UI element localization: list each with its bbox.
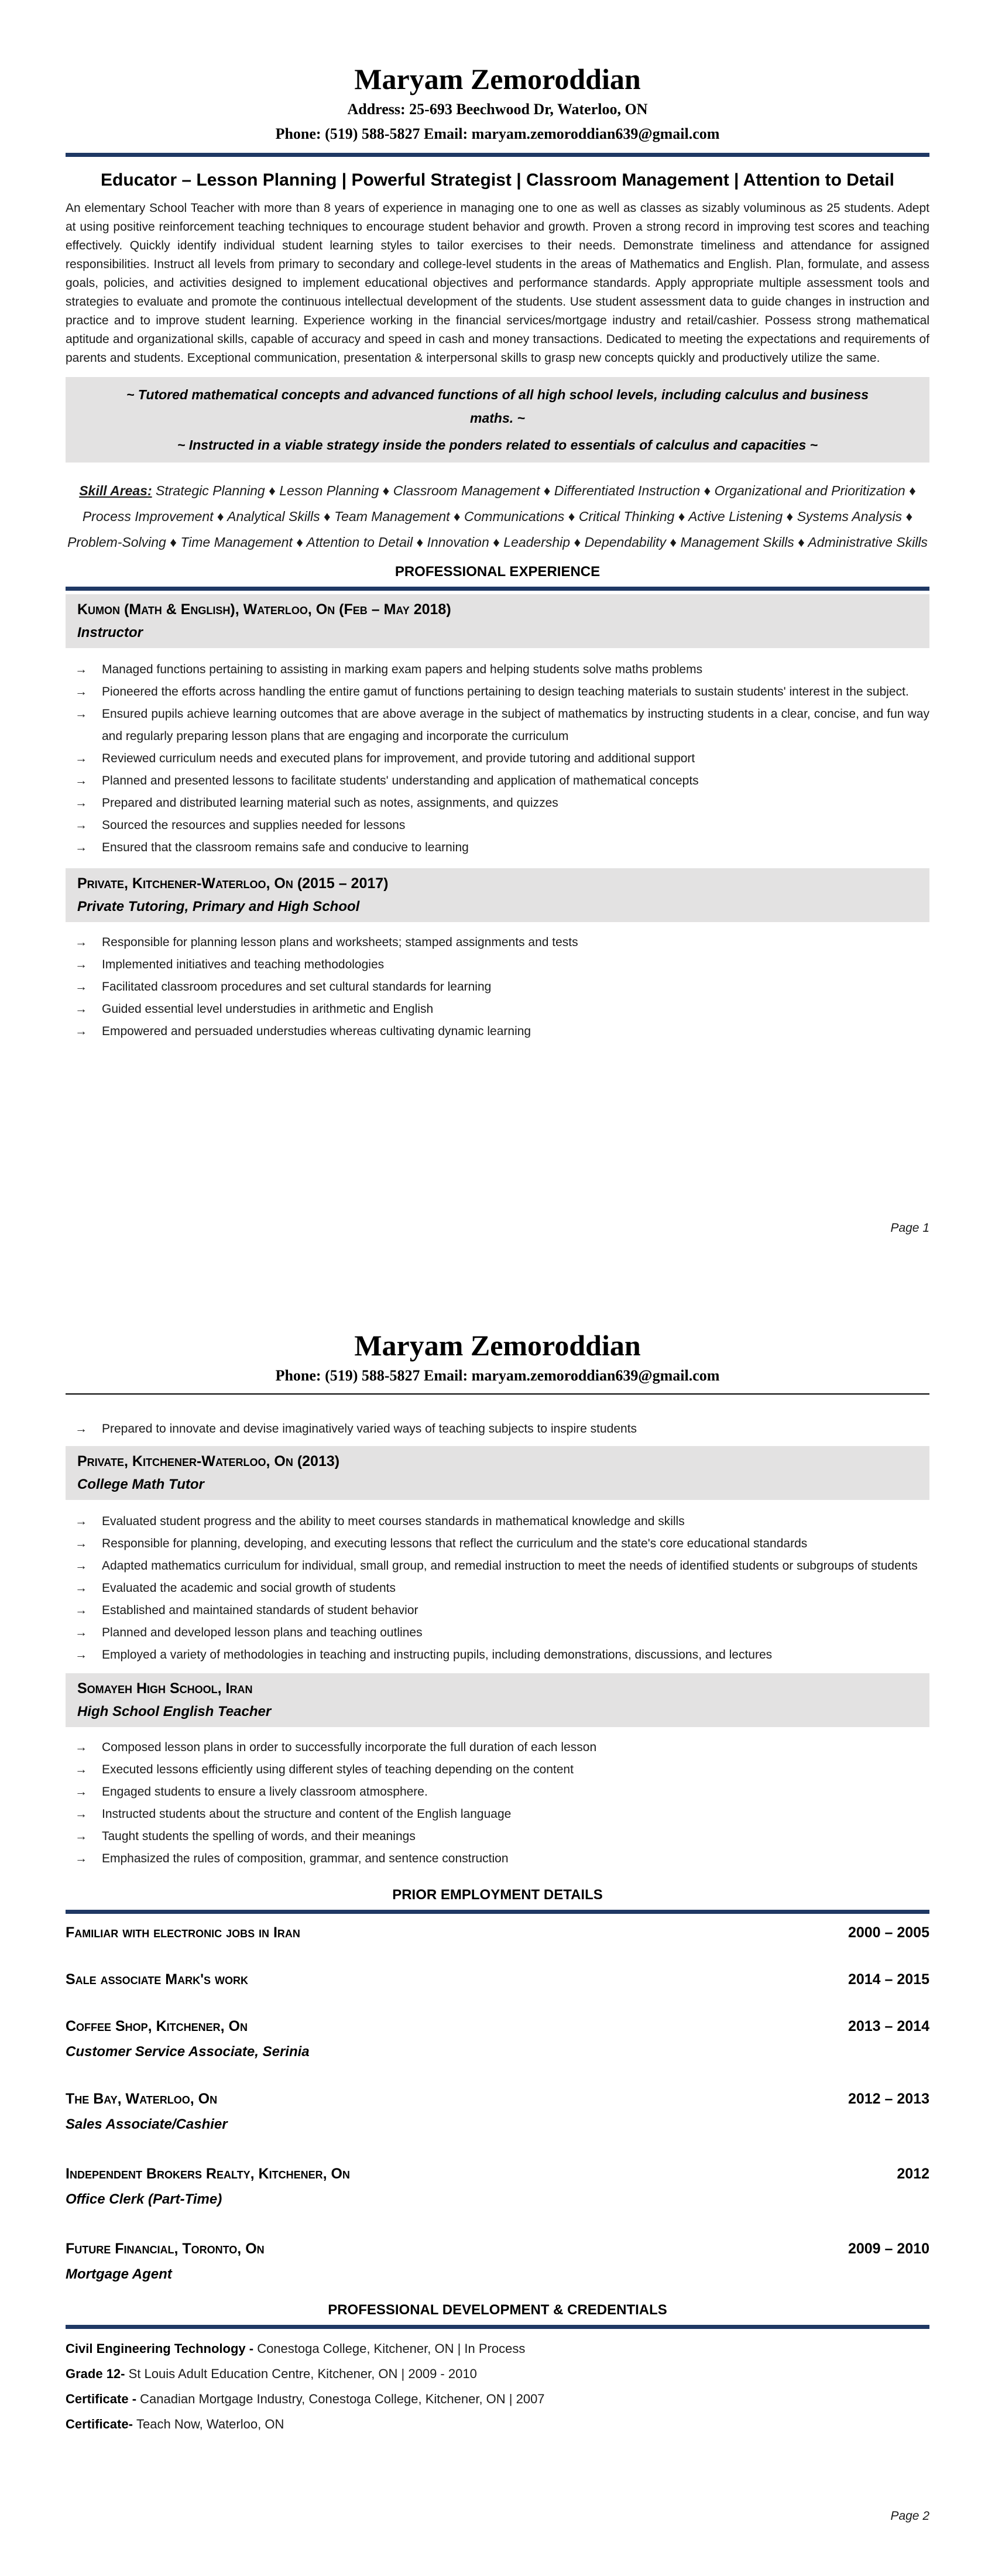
address-line: Address: 25-693 Beechwood Dr, Waterloo, ON: [347, 101, 648, 118]
arrow-bullet-icon: →: [75, 1830, 87, 1843]
bullet-text: Prepared to innovate and devise imaginatively varied ways of teaching subjects to inspire students: [102, 1422, 637, 1436]
bullet-text: Established and maintained standards of student behavior: [102, 1604, 418, 1617]
arrow-bullet-icon: →: [75, 707, 87, 721]
bullet-item: [75, 837, 929, 859]
bullet-text: Responsible for planning lesson plans and worksheets; stamped assignments and tests: [102, 936, 578, 949]
prior-title: Mortgage Agent: [66, 2266, 172, 2282]
phone-email-line: Phone: (519) 588-5827 Email: maryam.zemoroddian639@gmail.com: [275, 1367, 720, 1384]
bullet-item: [75, 1644, 929, 1666]
arrow-bullet-icon: →: [75, 980, 87, 994]
arrow-bullet-icon: →: [75, 936, 87, 949]
arrow-bullet-icon: →: [75, 1604, 87, 1617]
prior-years: 2012 – 2013: [848, 2091, 929, 2107]
bullet-list: [66, 659, 929, 859]
highlights-box: [66, 377, 929, 463]
bullet-list: [66, 1418, 929, 1440]
arrow-bullet-icon: →: [75, 1537, 87, 1550]
bullet-item: [75, 1510, 929, 1533]
page-footer: Page 2: [890, 2509, 929, 2523]
prior-years: 2012: [897, 2166, 929, 2182]
prior-company: Independent Brokers Realty, Kitchener, On: [66, 2166, 350, 2182]
arrow-bullet-icon: →: [75, 841, 87, 854]
bullet-item: [75, 1555, 929, 1577]
job-company: Kumon (Math & English), Waterloo, On (Feb – May 2018): [77, 601, 451, 618]
arrow-bullet-icon: →: [75, 796, 87, 810]
bullet-item: [75, 703, 929, 748]
credential-line: [66, 2411, 929, 2437]
arrow-bullet-icon: →: [75, 774, 87, 787]
arrow-bullet-icon: →: [75, 1025, 87, 1038]
arrow-bullet-icon: →: [75, 752, 87, 765]
bullet-text: Ensured that the classroom remains safe and conducive to learning: [102, 841, 469, 854]
job-header: [66, 1446, 929, 1500]
prior-employment-row: [66, 1969, 929, 1990]
arrow-bullet-icon: →: [75, 958, 87, 971]
prior-title: Office Clerk (Part-Time): [66, 2191, 222, 2207]
arrow-bullet-icon: →: [75, 1741, 87, 1754]
bullet-item: [75, 1577, 929, 1599]
header-divider: [66, 153, 929, 157]
summary-paragraph: An elementary School Teacher with more than 8 years of experience in managing one to one as well as classes as sizably voluminous as 25 students. Adept at using positive reinforcement teaching techniques to encourage student behavior and growth. Proven a strong record in improving test scores and teaching effectively. Quickly identify individual student learning styles to tailor exercises to their needs. Demonstrate timeliness and attendance for assigned responsibilities. Instruct all levels from primary to secondary and college-level students in the areas of Mathematics and English. Plan, formulate, and assess goals, policies, and activities designed to implement educational objectives and performance standards. Apply appropriate multiple assessment tools and strategies to evaluate and promote the continuous intellectual development of the students. Use student assessment data to guide changes in instruction and practice and to improve student learning. Experience working in the financial services/mortgage industry and retail/cashier. Possess strong mathematical aptitude and organizational skills, capable of accuracy and speed in cash and money transactions. Dedicated to meeting the expectations and requirements of parents and students. Exceptional communication, presentation & interpersonal skills to grasp new concepts quickly and productively utilize the same.: [66, 201, 929, 365]
credential-line: [66, 2336, 929, 2361]
bullet-list: [66, 1736, 929, 1870]
bullet-text: Prepared and distributed learning material such as notes, assignments, and quizzes: [102, 796, 558, 810]
prior-company: Coffee Shop, Kitchener, On: [66, 2018, 248, 2034]
job-title: College Math Tutor: [77, 1477, 204, 1492]
bullet-item: [75, 1825, 929, 1848]
bullet-item: [75, 1781, 929, 1803]
bullet-text: Evaluated the academic and social growth of students: [102, 1581, 396, 1595]
job-header: [66, 1673, 929, 1727]
bullet-text: Adapted mathematics curriculum for individual, small group, and remedial instruction to meet the needs of identified students or subgroups of students: [102, 1559, 918, 1573]
section-heading-professional-experience: PROFESSIONAL EXPERIENCE: [394, 564, 601, 580]
bullet-item: [75, 1533, 929, 1555]
prior-employment-row: [66, 2088, 929, 2109]
bullet-item: [75, 976, 929, 998]
prior-employment-row: [66, 2238, 929, 2259]
bullet-item: [75, 792, 929, 814]
bullet-item: [75, 1848, 929, 1870]
bullet-text: Responsible for planning, developing, and executing lessons that reflect the curriculum and the state's core educational standards: [102, 1537, 808, 1550]
skill-areas-list: Strategic Planning ♦ Lesson Planning ♦ Classroom Management ♦ Differentiated Instruction ♦ Organizational and Prioritization ♦ Process Improvement ♦ Analytical Skills ♦ Team Management ♦ Communications ♦ Critical Thinking ♦ Active Listening ♦ Systems Analysis ♦ Problem-Solving ♦ Time Management ♦ Attention to Detail ♦ Innovation ♦ Leadership ♦ Dependability ♦ Management Skills ♦ Administrative Skills: [67, 483, 928, 550]
arrow-bullet-icon: →: [75, 1581, 87, 1595]
arrow-bullet-icon: →: [75, 1515, 87, 1528]
bullet-text: Executed lessons efficiently using different styles of teaching depending on the content: [102, 1763, 574, 1776]
section-heading-credentials: PROFESSIONAL DEVELOPMENT & CREDENTIALS: [328, 2302, 667, 2318]
credential-detail: St Louis Adult Education Centre, Kitchener, ON | 2009 - 2010: [128, 2366, 477, 2381]
arrow-bullet-icon: →: [75, 1785, 87, 1799]
arrow-bullet-icon: →: [75, 818, 87, 832]
credential-name: Certificate-: [66, 2417, 137, 2431]
experience-continuation: [66, 1418, 929, 1440]
bullet-list: [66, 1510, 929, 1666]
prior-title: Sales Associate/Cashier: [66, 2116, 228, 2132]
credential-name: Grade 12-: [66, 2366, 129, 2381]
bullet-text: Taught students the spelling of words, and their meanings: [102, 1830, 416, 1843]
bullet-text: Instructed students about the structure and content of the English language: [102, 1807, 512, 1821]
prior-title: Customer Service Associate, Serinia: [66, 2044, 310, 2060]
bullet-item: [75, 931, 929, 954]
bullet-item: [75, 1599, 929, 1622]
credential-detail: Canadian Mortgage Industry, Conestoga College, Kitchener, ON | 2007: [140, 2392, 545, 2406]
credential-line: [66, 2386, 929, 2411]
page-footer: Page 1: [890, 1221, 929, 1235]
bullet-item: [75, 998, 929, 1020]
prior-years: 2014 – 2015: [848, 1971, 929, 1988]
headline: Educator – Lesson Planning | Powerful Strategist | Classroom Management | Attention to Detail: [101, 170, 894, 190]
bullet-item: [75, 770, 929, 792]
bullet-text: Ensured pupils achieve learning outcomes that are above average in the subject of mathematics by instructing students in a clear, concise, and fun way and regularly preparing lesson plans that are engaging and incorporate the curriculum: [102, 707, 929, 743]
bullet-text: Reviewed curriculum needs and executed plans for improvement, and provide tutoring and additional support: [102, 752, 695, 765]
arrow-bullet-icon: →: [75, 1422, 87, 1436]
bullet-text: Sourced the resources and supplies needed for lessons: [102, 818, 406, 832]
prior-years: 2009 – 2010: [848, 2241, 929, 2257]
bullet-item: [75, 1020, 929, 1043]
credential-detail: Teach Now, Waterloo, ON: [136, 2417, 284, 2431]
credential-name: Civil Engineering Technology -: [66, 2341, 258, 2356]
job-company: Private, Kitchener-Waterloo, On (2013): [77, 1453, 340, 1469]
arrow-bullet-icon: →: [75, 1002, 87, 1016]
section-divider: [66, 2325, 929, 2329]
arrow-bullet-icon: →: [75, 1763, 87, 1776]
bullet-text: Planned and developed lesson plans and teaching outlines: [102, 1626, 423, 1639]
arrow-bullet-icon: →: [75, 1559, 87, 1573]
skill-areas: [66, 478, 929, 555]
prior-employment-row: [66, 1922, 929, 1943]
job-title: Private Tutoring, Primary and High School: [77, 899, 360, 914]
resume-page-2: [0, 1288, 995, 2576]
experience-section: [66, 1446, 929, 1870]
bullet-text: Pioneered the efforts across handling the entire gamut of functions pertaining to design teaching materials to sustain students' interest in the subject.: [102, 685, 909, 698]
prior-employment-row: [66, 2163, 929, 2184]
arrow-bullet-icon: →: [75, 1626, 87, 1639]
bullet-text: Engaged students to ensure a lively classroom atmosphere.: [102, 1785, 428, 1799]
arrow-bullet-icon: →: [75, 1648, 87, 1662]
job-company: Somayeh High School, Iran: [77, 1680, 253, 1697]
prior-company: Familiar with electronic jobs in Iran: [66, 1924, 300, 1941]
bullet-item: [75, 1803, 929, 1825]
bullet-item: [75, 1622, 929, 1644]
bullet-item: [75, 954, 929, 976]
bullet-text: Employed a variety of methodologies in teaching and instructing pupils, including demonstrations, discussions, and lectures: [102, 1648, 773, 1662]
bullet-text: Guided essential level understudies in arithmetic and English: [102, 1002, 434, 1016]
credential-detail: Conestoga College, Kitchener, ON | In Process: [257, 2341, 526, 2356]
header-divider-thin: [66, 1393, 929, 1395]
candidate-name: Maryam Zemoroddian: [354, 1329, 641, 1362]
bullet-text: Facilitated classroom procedures and set cultural standards for learning: [102, 980, 492, 994]
prior-employment-row: [66, 2016, 929, 2037]
bullet-item: [75, 1759, 929, 1781]
section-divider: [66, 587, 929, 591]
arrow-bullet-icon: →: [75, 663, 87, 676]
prior-years: 2000 – 2005: [848, 1924, 929, 1941]
bullet-text: Implemented initiatives and teaching methodologies: [102, 958, 385, 971]
bullet-list: [66, 931, 929, 1043]
bullet-item: [75, 1736, 929, 1759]
candidate-name: Maryam Zemoroddian: [354, 63, 641, 95]
credential-line: [66, 2361, 929, 2386]
job-header: [66, 868, 929, 922]
job-header: [66, 594, 929, 648]
job-company: Private, Kitchener-Waterloo, On (2015 – 2017): [77, 875, 389, 892]
bullet-item: [75, 681, 929, 703]
phone-email-line: Phone: (519) 588-5827 Email: maryam.zemoroddian639@gmail.com: [275, 125, 720, 142]
highlight-statement: ~ Tutored mathematical concepts and advanced functions of all high school levels, including calculus and business maths. ~: [126, 387, 869, 426]
credentials-list: [66, 2336, 929, 2437]
prior-company: Sale associate Mark's work: [66, 1971, 248, 1988]
prior-company: Future Financial, Toronto, On: [66, 2241, 265, 2257]
prior-company: The Bay, Waterloo, On: [66, 2091, 218, 2107]
bullet-item: [75, 814, 929, 837]
arrow-bullet-icon: →: [75, 1807, 87, 1821]
bullet-text: Planned and presented lessons to facilitate students' understanding and application of mathematical concepts: [102, 774, 699, 787]
bullet-item: [75, 659, 929, 681]
bullet-text: Managed functions pertaining to assisting in marking exam papers and helping students solve maths problems: [102, 663, 703, 676]
bullet-text: Emphasized the rules of composition, grammar, and sentence construction: [102, 1852, 509, 1865]
arrow-bullet-icon: →: [75, 685, 87, 698]
arrow-bullet-icon: →: [75, 1852, 87, 1865]
prior-years: 2013 – 2014: [848, 2018, 929, 2034]
bullet-text: Composed lesson plans in order to successfully incorporate the full duration of each lesson: [102, 1741, 597, 1754]
bullet-text: Evaluated student progress and the ability to meet courses standards in mathematical knowledge and skills: [102, 1515, 685, 1528]
bullet-item: [75, 748, 929, 770]
job-title: High School English Teacher: [77, 1704, 272, 1719]
credential-name: Certificate -: [66, 2392, 140, 2406]
bullet-text: Empowered and persuaded understudies whereas cultivating dynamic learning: [102, 1025, 531, 1038]
highlight-statement: ~ Instructed in a viable strategy inside the ponders related to essentials of calculus and capacities ~: [177, 437, 818, 453]
section-heading-prior-employment: PRIOR EMPLOYMENT DETAILS: [392, 1887, 603, 1903]
experience-section: [66, 594, 929, 1043]
prior-employment-list: [66, 1922, 929, 2285]
section-divider: [66, 1910, 929, 1914]
job-title: Instructor: [77, 625, 143, 640]
bullet-item: [75, 1418, 929, 1440]
skill-areas-label: Skill Areas:: [79, 483, 152, 498]
